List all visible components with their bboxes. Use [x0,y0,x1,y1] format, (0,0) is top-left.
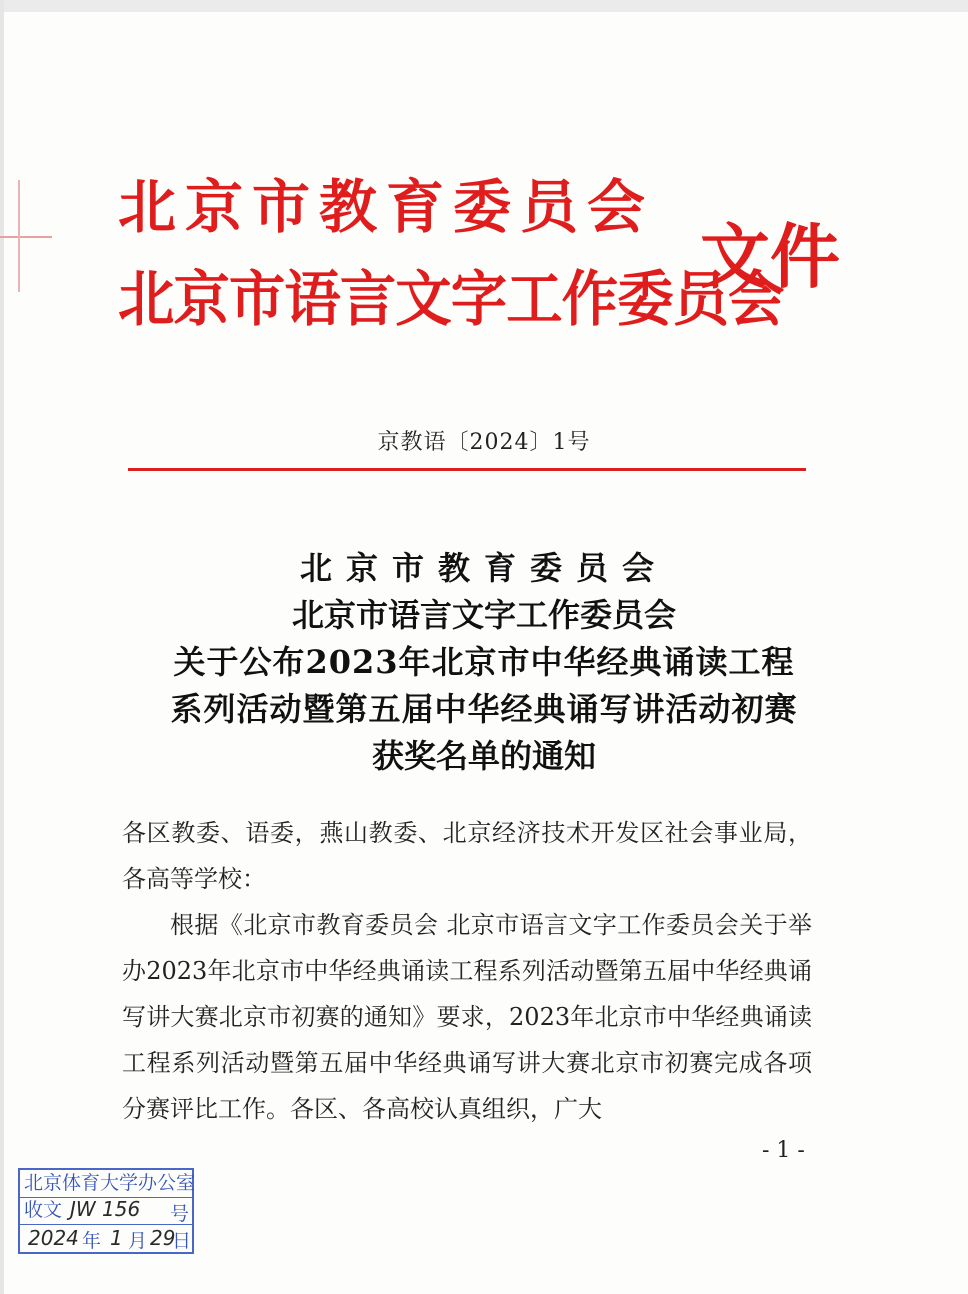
addressee-line: 各区教委、语委，燕山教委、北京经济技术开发区社会事业局，各高等学校： [122,819,812,893]
stamp-office-name: 北京体育大学办公室 [24,1172,196,1194]
stamp-year-label: 年 [82,1230,102,1252]
stamp-date-year: 2024 [28,1226,79,1250]
document-number: 京教语〔2024〕1号 [377,430,591,455]
title-line-2: 北京市语言文字工作委员会 [291,596,676,634]
receipt-stamp [18,1168,194,1254]
title-line-5: 获奖名单的通知 [371,737,596,775]
notice-body [122,810,812,1132]
document-type-label: 文件 [700,215,840,298]
notice-title [0,545,968,780]
stamp-date-day: 29 [150,1226,176,1250]
stamp-row-date [20,1224,192,1251]
stamp-receipt-label: 收文 [24,1199,63,1221]
document-header [0,0,968,480]
stamp-number-suffix: 号 [170,1203,190,1225]
title-line-1: 北京市教育委员会 [299,549,668,587]
issuing-org-2: 北京市语言文字工作委员会 [118,265,784,335]
issuing-org-1: 北京市教育委员会 [118,173,655,241]
stamp-date-month: 1 [110,1226,123,1250]
stamp-row-receipt [20,1197,192,1225]
stamp-receipt-number: JW 156 [70,1197,141,1221]
stamp-day-label: 日 [172,1230,192,1252]
page-number: - 1 - [762,1138,805,1163]
body-paragraph-1: 根据《北京市教育委员会 北京市语言文字工作委员会关于举办2023年北京市中华经典诵读工程系列活动暨第五届中华经典诵写讲大赛北京市初赛的通知》要求，2023年北京市中华经典诵读工程系列活动暨第五届中华经典诵写讲大赛北京市初赛完成各项分赛评比工作。各区、各高校认真组织，广大 [122,911,812,1123]
title-line-3: 关于公布2023年北京市中华经典诵读工程 [173,643,795,681]
title-line-4: 系列活动暨第五届中华经典诵写讲活动初赛 [170,690,798,728]
stamp-month-label: 月 [128,1230,148,1252]
stamp-row-office [20,1170,196,1198]
header-divider [128,468,806,471]
